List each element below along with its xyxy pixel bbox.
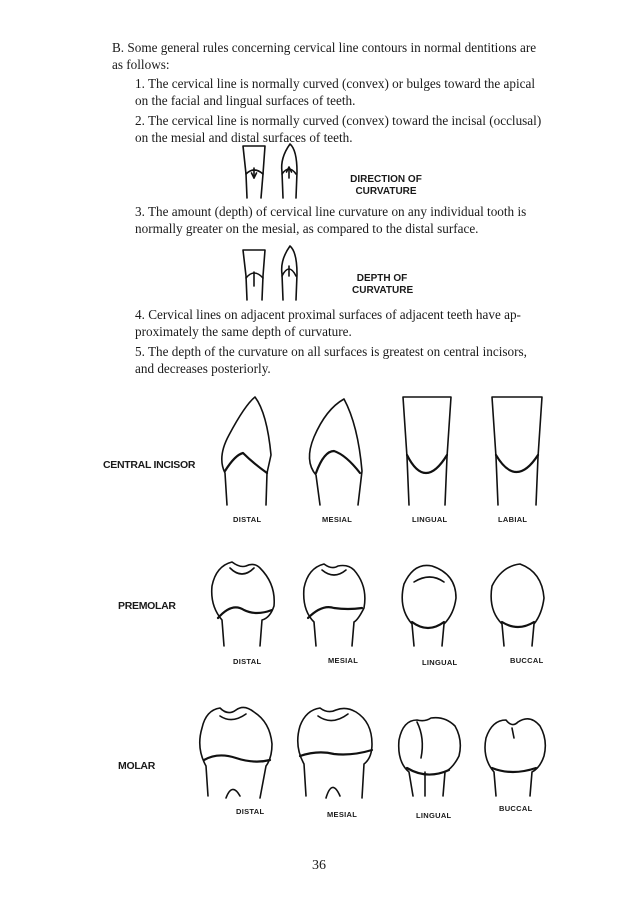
molar-view-mesial: MESIAL <box>327 810 358 819</box>
row-label-central-incisor: CENTRAL INCISOR <box>103 459 196 471</box>
premolar-view-lingual: LINGUAL <box>422 658 458 667</box>
molar-view-buccal: BUCCAL <box>499 804 533 813</box>
molar-lingual-drawing <box>395 710 467 798</box>
premolar-view-mesial: MESIAL <box>328 656 359 665</box>
depth-label-line-1: DEPTH OF <box>356 273 408 284</box>
incisor-view-lingual: LINGUAL <box>412 515 448 524</box>
section-heading-line-2: as follows: <box>112 57 170 72</box>
rule-2-line-2: on the mesial and distal surfaces of teeth. <box>135 130 353 145</box>
incisor-view-distal: DISTAL <box>233 515 262 524</box>
molar-distal-drawing <box>196 700 284 800</box>
incisor-view-labial: LABIAL <box>498 515 528 524</box>
rule-1-line-2: on the facial and lingual surfaces of teeth. <box>135 93 356 108</box>
depth-of-curvature-figure <box>235 240 315 302</box>
molar-view-distal: DISTAL <box>236 807 265 816</box>
premolar-view-distal: DISTAL <box>233 657 262 666</box>
rule-5-line-2: and decreases posteriorly. <box>135 361 271 376</box>
molar-mesial-drawing <box>292 700 382 800</box>
direction-label-line-2: CURVATURE <box>355 186 417 197</box>
direction-of-curvature-label <box>346 174 426 198</box>
rule-1-line-1: 1. The cervical line is normally curved (convex) or bulges toward the apical <box>135 76 535 91</box>
premolar-view-buccal: BUCCAL <box>510 656 544 665</box>
depth-of-curvature-label <box>352 273 412 297</box>
depth-label-line-2: CURVATURE <box>352 285 414 296</box>
section-heading-line-1: B. Some general rules concerning cervical line contours in normal dentitions are <box>112 40 537 55</box>
incisor-mesial-drawing <box>300 395 370 507</box>
rule-3-line-1: 3. The amount (depth) of cervical line curvature on any individual tooth is <box>135 204 527 219</box>
molar-view-lingual: LINGUAL <box>416 811 452 820</box>
incisor-labial-drawing <box>484 393 554 507</box>
premolar-lingual-drawing <box>398 560 464 648</box>
rule-5-line-1: 5. The depth of the curvature on all surfaces is greatest on central incisors, <box>135 344 527 359</box>
incisor-distal-drawing <box>215 395 285 507</box>
incisor-lingual-drawing <box>395 393 465 507</box>
rule-3-line-2: normally greater on the mesial, as compared to the distal surface. <box>135 221 479 236</box>
rule-4-line-1: 4. Cervical lines on adjacent proximal surfaces of adjacent teeth have ap- <box>135 307 521 322</box>
direction-label-line-1: DIRECTION OF <box>350 174 422 185</box>
direction-of-curvature-figure <box>235 140 315 202</box>
molar-buccal-drawing <box>480 710 552 798</box>
incisor-view-mesial: MESIAL <box>322 515 353 524</box>
page-number: 36 <box>312 858 326 873</box>
rule-4-line-2: proximately the same depth of curvature. <box>135 324 352 339</box>
row-label-molar: MOLAR <box>118 760 155 772</box>
premolar-buccal-drawing <box>486 560 552 648</box>
rule-2-line-1: 2. The cervical line is normally curved (convex) toward the incisal (occlusal) <box>135 113 542 128</box>
premolar-mesial-drawing <box>298 558 374 648</box>
premolar-distal-drawing <box>208 558 284 648</box>
row-label-premolar: PREMOLAR <box>118 600 176 612</box>
